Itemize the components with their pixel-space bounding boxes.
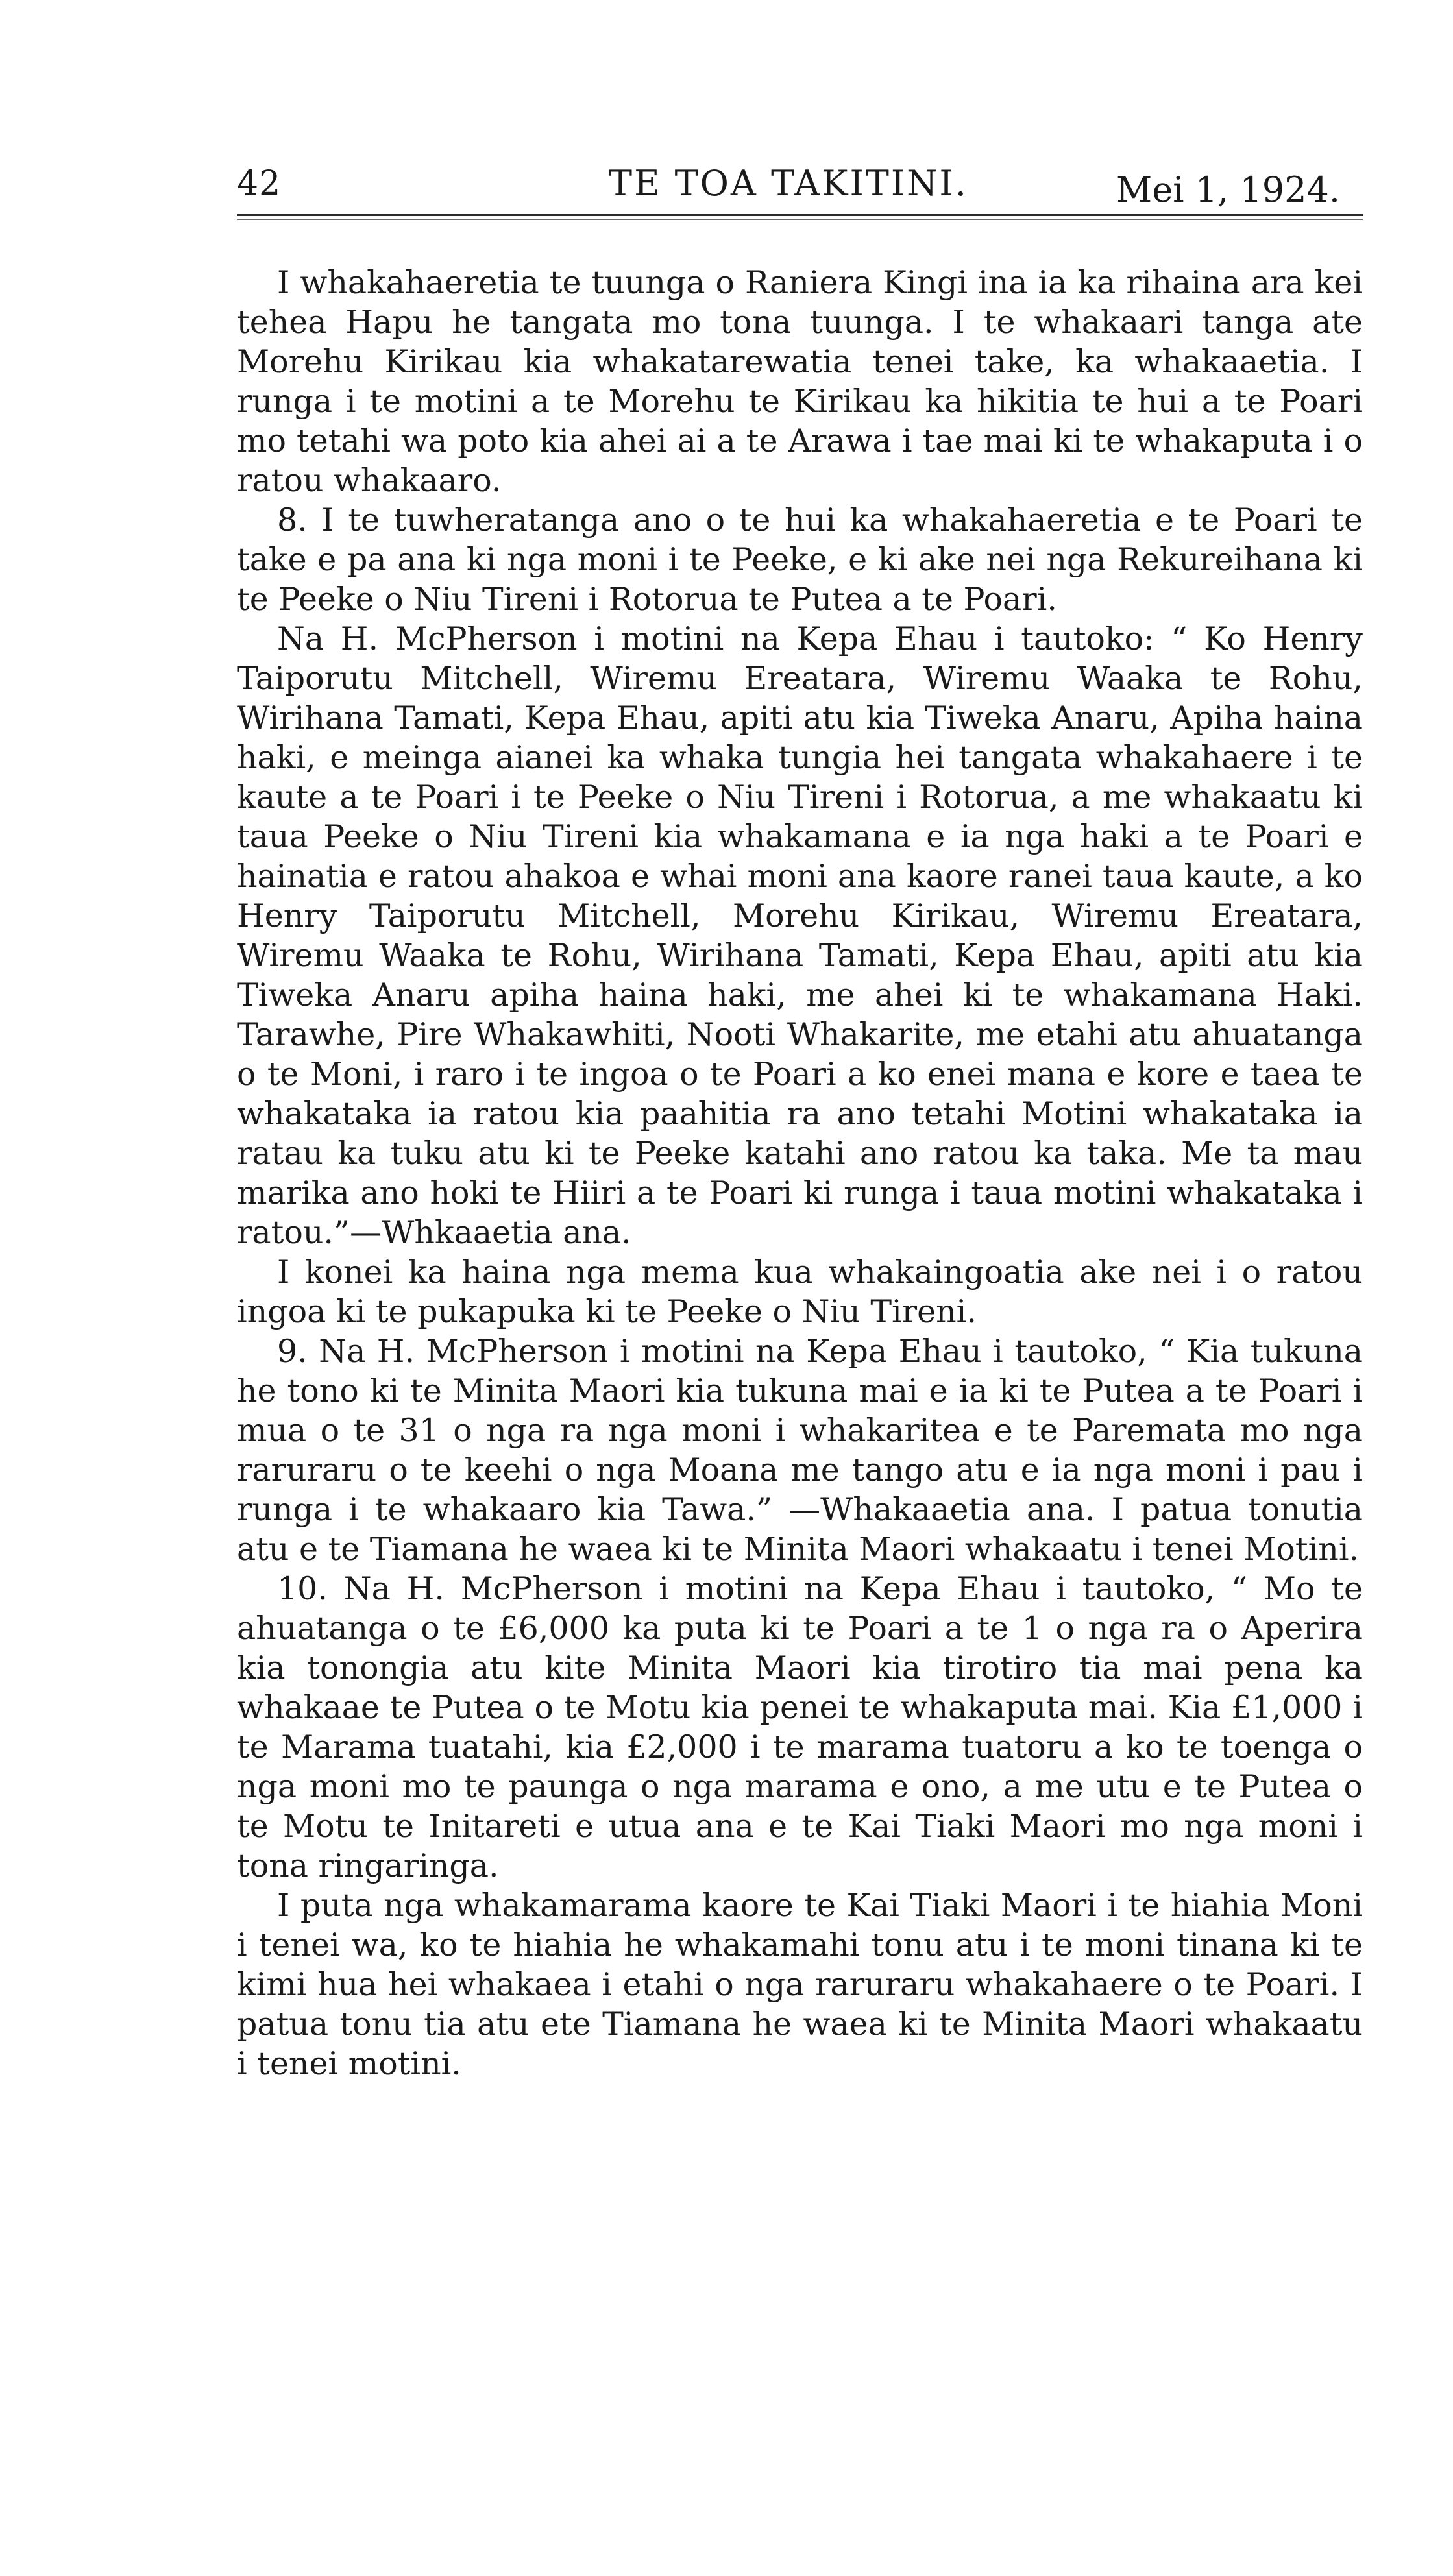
paragraph: I puta nga whakamarama kaore te Kai Tiaki Maori i te hiahia Moni i tenei wa, ko te hiahia he whakamahi tonu atu i te moni tinana ki te kimi hua hei whakaea i etahi o nga raruraru whakahaere o te Poari. I patua tonu tia atu ete Tiamana he waea ki te Minita Maori whakaatu i tenei motini. (237, 1887, 1363, 2082)
paragraph: Na H. McPherson i motini na Kepa Ehau i tautoko: “ Ko Henry Taiporutu Mitchell, Wiremu Ereatara, Wiremu Waaka te Rohu, Wirihana Tamati, Kepa Ehau, apiti atu kia Tiweka Anaru, Apiha haina haki, e meinga aianei ka whaka tungia hei tangata whakahaere i te kaute a te Poari i te Peeke o Niu Tireni i Rotorua, a me whakaatu ki taua Peeke o Niu Tireni kia whakamana e ia nga haki a te Poari e hainatia e ratou ahakoa e whai moni ana kaore ranei taua kaute, a ko Henry Taiporutu Mitchell, Morehu Kirikau, Wiremu Ereatara, Wiremu Waaka te Rohu, Wirihana Tamati, Kepa Ehau, apiti atu kia Tiweka Anaru apiha haina haki, me ahei ki te whakamana Haki. Tarawhe, Pire Whakawhiti, Nooti Whakarite, me etahi atu ahuatanga o te Moni, i raro i te ingoa o te Poari a ko enei mana e kore e taea te whakataka ia ratou kia paahitia ra ano tetahi Motini whakataka ia ratau ka tuku atu ki te Peeke katahi ano ratou ka taka. Me ta mau marika ano hoki te Hiiri a te Poari ki runga i taua motini whakataka i ratou.”—Whkaaetia ana. (237, 620, 1363, 1251)
header-rule (237, 214, 1363, 216)
article-body (237, 263, 1363, 2084)
page-header (237, 161, 1340, 213)
issue-date: Mei 1, 1924. (1116, 169, 1340, 210)
masthead-title: TE TOA TAKITINI. (609, 163, 968, 204)
paragraph: 9. Na H. McPherson i motini na Kepa Ehau i tautoko, “ Kia tukuna he tono ki te Minita Maori kia tukuna mai e ia ki te Putea a te Poari i mua o te 31 o nga ra nga moni i whakaritea e te Paremata mo nga raruraru o te keehi o nga Moana me tango atu e ia nga moni i pau i runga i te whakaaro kia Tawa.” —Whakaaetia ana. I patua tonutia atu e te Tiamana he waea ki te Minita Maori whakaatu i tenei Motini. (237, 1333, 1363, 1568)
paragraph: 10. Na H. McPherson i motini na Kepa Ehau i tautoko, “ Mo te ahuatanga o te £6,000 ka puta ki te Poari a te 1 o nga ra o Aperira kia tonongia atu kite Minita Maori kia tirotiro tia mai pena ka whakaae te Putea o te Motu kia penei te whakaputa mai. Kia £1,000 i te Marama tuatahi, kia £2,000 i te marama tuatoru a ko te toenga o nga moni mo te paunga o nga marama e ono, a me utu e te Putea o te Motu te Initareti e utua ana e te Kai Tiaki Maori mo nga moni i tona ringaringa. (237, 1570, 1363, 1884)
paragraph: I konei ka haina nga mema kua whakaingoatia ake nei i o ratou ingoa ki te pukapuka ki te Peeke o Niu Tireni. (237, 1254, 1363, 1330)
header-rule-thin (237, 219, 1363, 220)
page-number: 42 (237, 164, 282, 203)
paragraph: 8. I te tuwheratanga ano o te hui ka whakahaeretia e te Poari te take e pa ana ki nga moni i te Peeke, e ki ake nei nga Rekureihana ki te Peeke o Niu Tireni i Rotorua te Putea a te Poari. (237, 502, 1363, 618)
paragraph: I whakahaeretia te tuunga o Raniera Kingi ina ia ka rihaina ara kei tehea Hapu he tangata mo tona tuunga. I te whakaari tanga ate Morehu Kirikau kia whakatarewatia tenei take, ka whakaaetia. I runga i te motini a te Morehu te Kirikau ka hikitia te hui a te Poari mo tetahi wa poto kia ahei ai a te Arawa i tae mai ki te whakaputa i o ratou whakaaro. (237, 264, 1363, 499)
